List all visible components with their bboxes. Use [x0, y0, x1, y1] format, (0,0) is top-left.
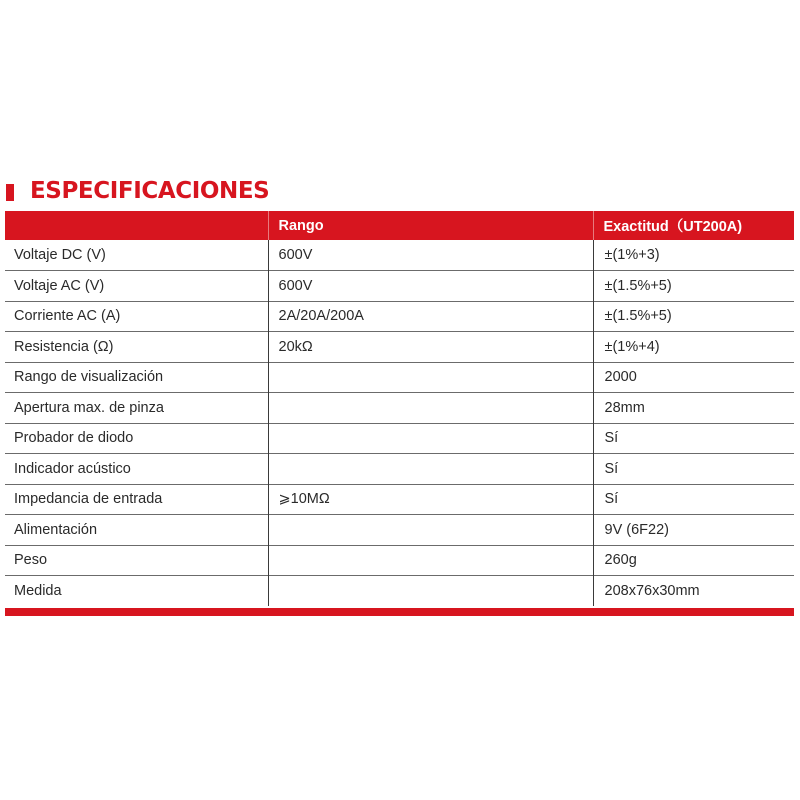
- cell-parameter: Apertura max. de pinza: [5, 393, 268, 424]
- table-row: [5, 545, 794, 576]
- table-row: [5, 576, 794, 607]
- table-bottom-border: [5, 608, 794, 616]
- cell-accuracy: ±(1%+4): [593, 332, 794, 363]
- cell-range: [268, 545, 593, 576]
- cell-range: 2A/20A/200A: [268, 301, 593, 332]
- cell-parameter: Medida: [5, 576, 268, 607]
- cell-range: 600V: [268, 240, 593, 271]
- cell-accuracy: 208x76x30mm: [593, 576, 794, 607]
- cell-range: [268, 515, 593, 546]
- cell-accuracy: 9V (6F22): [593, 515, 794, 546]
- cell-accuracy: ±(1.5%+5): [593, 301, 794, 332]
- cell-accuracy: Sí: [593, 454, 794, 485]
- cell-parameter: Voltaje AC (V): [5, 271, 268, 302]
- cell-parameter: Resistencia (Ω): [5, 332, 268, 363]
- table-header-row: [5, 211, 794, 240]
- cell-accuracy: ±(1.5%+5): [593, 271, 794, 302]
- cell-parameter: Alimentación: [5, 515, 268, 546]
- table-row: [5, 332, 794, 363]
- header-range: Rango: [268, 211, 593, 240]
- table-row: [5, 484, 794, 515]
- table-row: [5, 454, 794, 485]
- cell-range: [268, 454, 593, 485]
- cell-parameter: Probador de diodo: [5, 423, 268, 454]
- cell-range: [268, 576, 593, 607]
- table-row: [5, 423, 794, 454]
- table-row: [5, 301, 794, 332]
- cell-parameter: Impedancia de entrada: [5, 484, 268, 515]
- table-row: [5, 271, 794, 302]
- header-accuracy: Exactitud（UT200A): [593, 211, 794, 240]
- red-square-bullet-icon: [6, 184, 14, 201]
- table-row: [5, 240, 794, 271]
- cell-range: [268, 362, 593, 393]
- table-row: [5, 393, 794, 424]
- cell-accuracy: ±(1%+3): [593, 240, 794, 271]
- section-heading: [6, 176, 269, 206]
- cell-range: ⩾10MΩ: [268, 484, 593, 515]
- cell-range: 20kΩ: [268, 332, 593, 363]
- section-title: ESPECIFICACIONES: [30, 178, 270, 204]
- cell-parameter: Rango de visualización: [5, 362, 268, 393]
- cell-parameter: Peso: [5, 545, 268, 576]
- table-row: [5, 362, 794, 393]
- specifications-table: [5, 211, 794, 606]
- header-parameter: [5, 211, 268, 240]
- cell-range: 600V: [268, 271, 593, 302]
- cell-accuracy: Sí: [593, 484, 794, 515]
- cell-accuracy: 260g: [593, 545, 794, 576]
- cell-accuracy: Sí: [593, 423, 794, 454]
- cell-parameter: Indicador acústico: [5, 454, 268, 485]
- cell-parameter: Corriente AC (A): [5, 301, 268, 332]
- cell-parameter: Voltaje DC (V): [14, 247, 106, 263]
- cell-accuracy: 28mm: [593, 393, 794, 424]
- cell-accuracy: 2000: [593, 362, 794, 393]
- table-row: [5, 515, 794, 546]
- cell-range: [268, 393, 593, 424]
- cell-range: [268, 423, 593, 454]
